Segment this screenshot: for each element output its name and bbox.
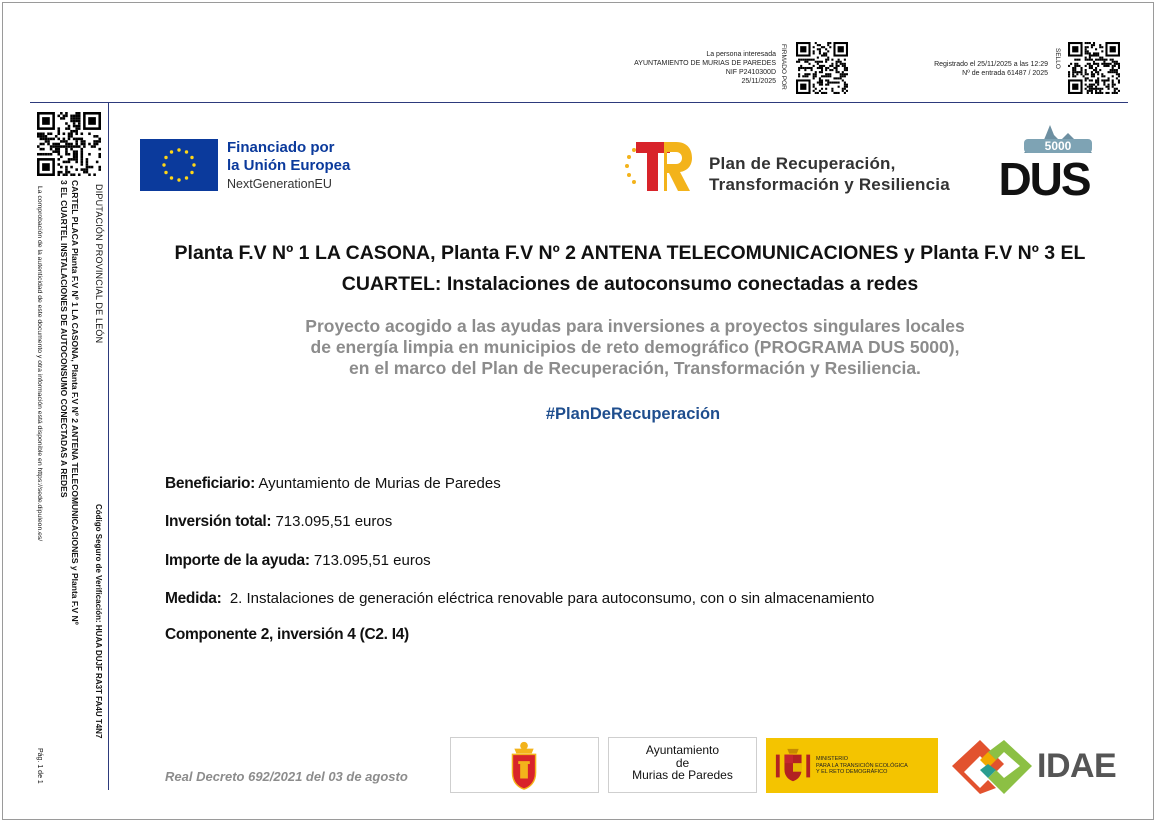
registration-qr-code bbox=[1068, 42, 1120, 94]
medida-label: Medida: bbox=[165, 590, 222, 607]
stamp-line: AYUNTAMIENTO DE MURIAS DE PAREDES bbox=[634, 60, 776, 67]
idae-logo-icon bbox=[952, 738, 1032, 794]
eu-star bbox=[164, 156, 167, 159]
ayuntamiento-box bbox=[608, 737, 757, 793]
eu-star bbox=[185, 176, 188, 179]
stamp-line: NIF P2410300D bbox=[725, 69, 776, 76]
registration-stamp-text bbox=[880, 60, 1048, 78]
ministerio-line-3: Y EL RETO DEMOGRÁFICO bbox=[816, 769, 888, 775]
page-title: Planta F.V Nº 1 LA CASONA, Planta F.V Nº 2 ANTENA TELECOMUNICACIONES y Planta F.V Nº 3 EL CUARTEL: Instalaciones de autoconsumo conectadas a redes bbox=[174, 242, 1086, 295]
ayto-line-2: de bbox=[675, 755, 690, 770]
eu-star bbox=[162, 163, 165, 166]
eu-line-2: la Unión Europea bbox=[227, 157, 351, 174]
dus-word: DUS bbox=[998, 153, 1090, 199]
eu-funding-label bbox=[227, 139, 350, 193]
sidebar-document-title: CARTEL PLACA Planta F.V Nº 1 LA CASONA, Planta F.V Nº 2 ANTENA TELECOMUNICACIONES y Planta F.V Nº bbox=[70, 180, 80, 625]
medida-value: 2. Instalaciones de generación eléctrica renovable para autoconsumo, con o sin almacenamiento bbox=[229, 590, 875, 607]
eu-star bbox=[164, 171, 167, 174]
ministerio-text bbox=[816, 756, 908, 776]
eu-flag-icon bbox=[140, 139, 218, 191]
sidebar-verification-code: Código Seguro de Verificación: HUAA DUJF RA3T FA4U T4N7 bbox=[94, 504, 103, 739]
prtr-line-1: Plan de Recuperación, bbox=[709, 154, 896, 173]
spain-coat-of-arms-icon bbox=[774, 747, 812, 785]
eu-star bbox=[177, 178, 180, 181]
eu-star bbox=[190, 156, 193, 159]
inversion-row bbox=[165, 513, 392, 531]
eu-line-1: Financiado por bbox=[227, 139, 335, 156]
stamp-line: Registrado el 25/11/2025 a las 12:29 bbox=[934, 61, 1048, 68]
sidebar-document-title-cont: 3 EL CUARTEL INSTALACIONES DE AUTOCONSUMO CONECTADAS A REDES bbox=[59, 180, 69, 498]
ayuda-value: 713.095,51 euros bbox=[313, 552, 431, 569]
qr-pattern bbox=[1068, 42, 1120, 94]
dus-5000-logo bbox=[984, 121, 1104, 199]
beneficiario-row bbox=[165, 475, 501, 493]
signature-vertical-label: FIRMADO POR bbox=[780, 44, 787, 90]
inversion-value: 713.095,51 euros bbox=[275, 513, 393, 530]
idae-wordmark: IDAE bbox=[1037, 747, 1117, 785]
registration-vertical-label: SELLO bbox=[1054, 48, 1061, 69]
sidebar-organization: DIPUTACIÓN PROVINCIAL DE LEÓN bbox=[94, 184, 104, 344]
qr-pattern bbox=[37, 112, 101, 176]
stamp-line: Nº de entrada 61487 / 2025 bbox=[962, 70, 1048, 77]
sidebar-qr-code bbox=[37, 112, 101, 176]
ayto-line-3: Murias de Paredes bbox=[632, 768, 733, 782]
subtitle-line-3: en el marco del Plan de Recuperación, Transformación y Resiliencia. bbox=[349, 358, 921, 378]
dus-number: 5000 bbox=[1044, 139, 1072, 153]
ministerio-line-2: PARA LA TRANSICIÓN ECOLÓGICA bbox=[816, 762, 908, 769]
eu-star bbox=[170, 176, 173, 179]
ministerio-line-1: MINISTERIO bbox=[816, 756, 849, 762]
componente-row bbox=[165, 626, 409, 644]
inversion-label: Inversión total: bbox=[165, 513, 272, 530]
hashtag: #PlanDeRecuperación bbox=[545, 405, 721, 423]
sidebar-verification-note: La comprobación de la autenticidad de este documento y otra información está disponible en https://sede.dipuleon.es/ bbox=[36, 186, 43, 542]
ayuda-label: Importe de la ayuda: bbox=[165, 552, 310, 569]
real-decreto: Real Decreto 692/2021 del 03 de agosto bbox=[165, 769, 408, 784]
eu-star bbox=[190, 171, 193, 174]
prtr-label bbox=[709, 153, 950, 195]
eu-star bbox=[170, 150, 173, 153]
ministerio-logo bbox=[766, 738, 938, 793]
ayuda-row bbox=[165, 552, 431, 570]
prtr-line-2: Transformación y Resiliencia bbox=[709, 175, 950, 194]
eu-star bbox=[177, 148, 180, 151]
subtitle-line-1: Proyecto acogido a las ayudas para inversiones a proyectos singulares locales bbox=[305, 316, 965, 336]
eu-star bbox=[185, 150, 188, 153]
qr-pattern bbox=[796, 42, 848, 94]
eu-star bbox=[192, 163, 195, 166]
ayto-line-1: Ayuntamiento bbox=[645, 743, 720, 757]
stamp-line: La persona interesada bbox=[706, 51, 776, 58]
sidebar-divider bbox=[108, 102, 109, 790]
signature-qr-code bbox=[796, 42, 848, 94]
coat-of-arms-icon bbox=[451, 738, 598, 792]
beneficiario-value: Ayuntamiento de Murias de Paredes bbox=[258, 475, 501, 492]
componente-label: Componente 2, inversión 4 (C2. I4) bbox=[165, 626, 409, 643]
beneficiario-label: Beneficiario: bbox=[165, 475, 255, 492]
stamp-line: 25/11/2025 bbox=[741, 78, 776, 85]
project-subtitle bbox=[150, 316, 1120, 379]
header-divider bbox=[30, 102, 1128, 103]
coat-of-arms-box bbox=[450, 737, 599, 793]
eu-line-3: NextGenerationEU bbox=[227, 177, 332, 191]
prtr-logo-icon bbox=[622, 140, 694, 194]
subtitle-line-2: de energía limpia en municipios de reto demográfico (PROGRAMA DUS 5000), bbox=[310, 337, 960, 357]
medida-row bbox=[165, 590, 874, 608]
sidebar-page-number: Pág. 1 de 1 bbox=[36, 748, 43, 784]
signature-stamp-text bbox=[590, 50, 776, 86]
